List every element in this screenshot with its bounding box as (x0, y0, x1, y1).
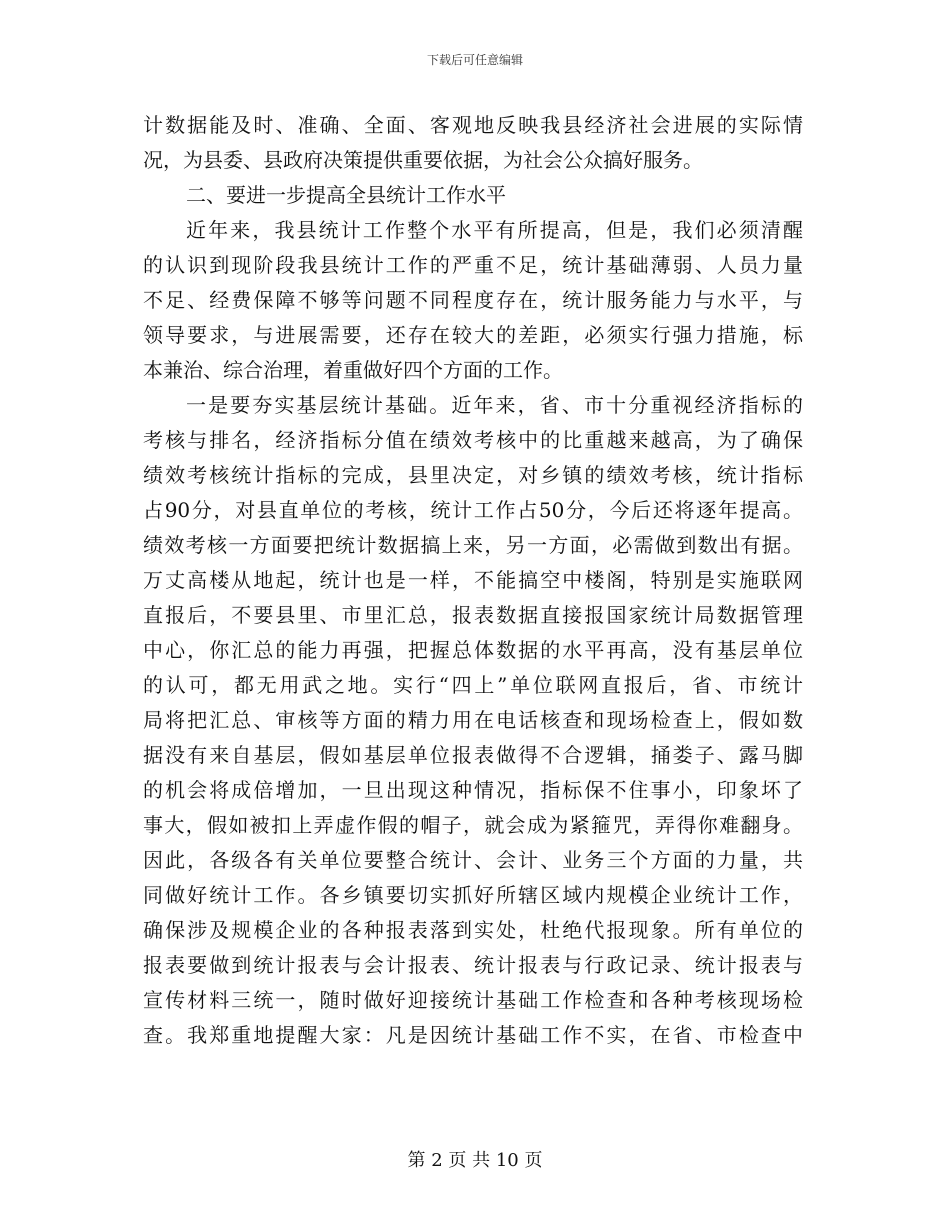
text-line: 局将把汇总、审核等方面的精力用在电话核查和现场检查上，假如数 (143, 708, 803, 732)
text-line: 万丈高楼从地起，统计也是一样，不能搞空中楼阁，特别是实施联网 (143, 568, 803, 592)
document-body (143, 108, 803, 1053)
text-line: 计数据能及时、准确、全面、客观地反映我县经济社会进展的实际情 (143, 113, 803, 137)
text-line: 确保涉及规模企业的各种报表落到实处，杜绝代报现象。所有单位的 (143, 918, 803, 942)
section-heading: 二、要进一步提高全县统计工作水平 (186, 183, 506, 207)
text-line: 绩效考核一方面要把统计数据搞上来，另一方面，必需做到数出有据。 (143, 533, 803, 557)
text-line: 中心，你汇总的能力再强，把握总体数据的水平再高，没有基层单位 (143, 638, 803, 662)
text-line: 据没有来自基层，假如基层单位报表做得不合逻辑，捅娄子、露马脚 (143, 743, 803, 767)
text-line: 因此，各级各有关单位要整合统计、会计、业务三个方面的力量，共 (143, 848, 803, 872)
text-line: 查。我郑重地提醒大家：凡是因统计基础工作不实，在省、市检查中 (143, 1023, 803, 1047)
text-line: 事大，假如被扣上弄虚作假的帽子，就会成为紧箍咒，弄得你难翻身。 (143, 813, 803, 837)
text-line: 领导要求，与进展需要，还存在较大的差距，必须实行强力措施，标 (143, 323, 803, 347)
text-line: 绩效考核统计指标的完成，县里决定，对乡镇的绩效考核，统计指标 (143, 463, 803, 487)
text-line: 的机会将成倍增加，一旦出现这种情况，指标保不住事小，印象坏了 (143, 778, 803, 802)
text-line: 直报后，不要县里、市里汇总，报表数据直接报国家统计局数据管理 (143, 603, 803, 627)
text-line: 况，为县委、县政府决策提供重要依据，为社会公众搞好服务。 (143, 148, 703, 172)
text-line: 一是要夯实基层统计基础。近年来，省、市十分重视经济指标的 (186, 393, 803, 417)
text-line: 近年来，我县统计工作整个水平有所提高，但是，我们必须清醒 (186, 218, 803, 242)
text-line: 的认可，都无用武之地。实行“四上”单位联网直报后，省、市统计 (143, 673, 803, 697)
text-line: 本兼治、综合治理，着重做好四个方面的工作。 (143, 358, 563, 382)
text-line: 不足、经费保障不够等问题不同程度存在，统计服务能力与水平，与 (143, 288, 803, 312)
text-line: 宣传材料三统一，随时做好迎接统计基础工作检查和各种考核现场检 (143, 988, 803, 1012)
text-line: 考核与排名，经济指标分值在绩效考核中的比重越来越高，为了确保 (143, 428, 803, 452)
page-number: 第 2 页 共 10 页 (407, 1150, 543, 1171)
text-line: 的认识到现阶段我县统计工作的严重不足，统计基础薄弱、人员力量 (143, 253, 803, 277)
text-line: 同做好统计工作。各乡镇要切实抓好所辖区域内规模企业统计工作， (143, 883, 803, 907)
text-line: 占90分，对县直单位的考核，统计工作占50分，今后还将逐年提高。 (143, 498, 803, 522)
page-header: 下载后可任意编辑 (426, 53, 523, 67)
text-line: 报表要做到统计报表与会计报表、统计报表与行政记录、统计报表与 (143, 953, 803, 977)
